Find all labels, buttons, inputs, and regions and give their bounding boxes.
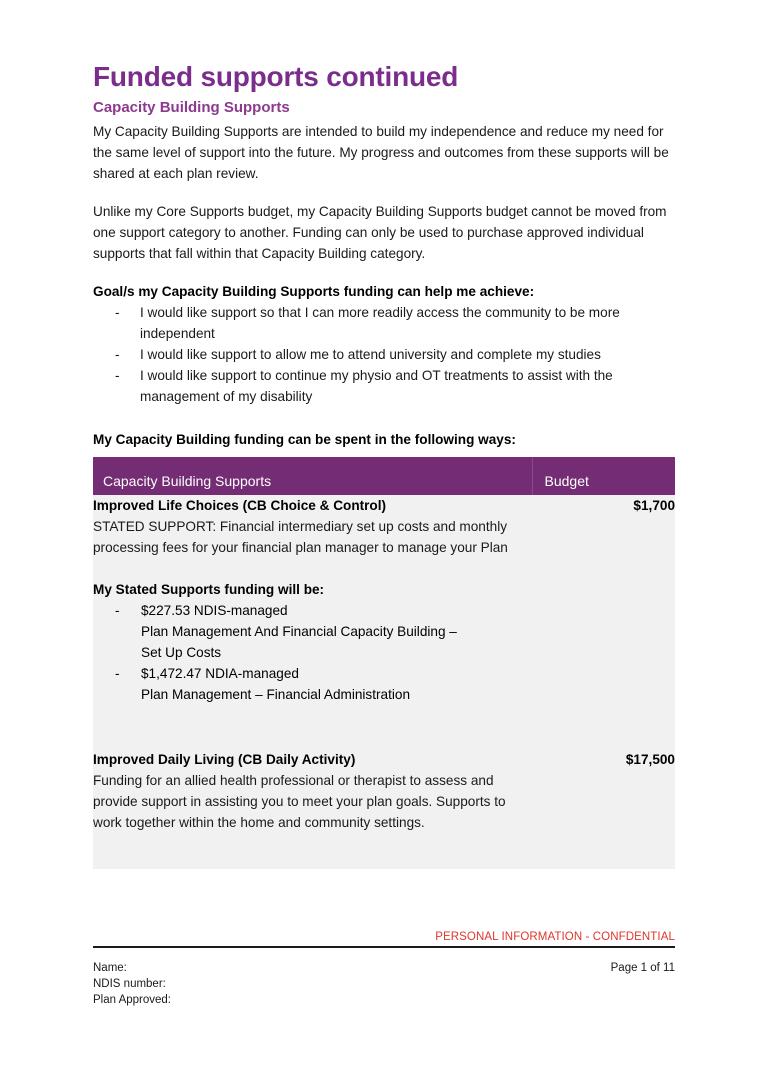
dash-bullet-icon: -: [115, 346, 120, 362]
goal-item: [93, 365, 675, 407]
row-support-cell: [93, 495, 532, 705]
confidential-notice: PERSONAL INFORMATION - CONFDENTIAL: [435, 931, 675, 943]
stated-support-item: [93, 600, 532, 663]
spend-ways-heading: My Capacity Building funding can be spent in the following ways:: [93, 431, 516, 447]
stated-supports-heading: My Stated Supports funding will be:: [93, 581, 325, 597]
stated-support-detail-line: Plan Management – Financial Administration: [141, 686, 411, 702]
table-body: [93, 495, 675, 869]
intro-paragraph: My Capacity Building Supports are intended to build my independence and reduce my need for the same level of support into the future. My progress and outcomes from these supports will be shared at each plan review.: [93, 123, 669, 181]
support-category-title: Improved Life Choices (CB Choice & Control): [93, 497, 387, 513]
table-tail-cell: [93, 833, 532, 869]
capacity-building-budget-table: [93, 457, 675, 869]
stated-supports-block: [93, 579, 532, 705]
goals-heading: Goal/s my Capacity Building Supports funding can help me achieve:: [93, 283, 535, 299]
row-budget-amount: $1,700: [532, 495, 675, 705]
table-tail-cell: [532, 833, 675, 869]
document-content: [93, 62, 675, 869]
table-header-row: [93, 457, 675, 495]
dash-bullet-icon: -: [115, 304, 120, 320]
stated-supports-list: [93, 600, 532, 705]
footer-identity-block: [93, 960, 171, 1008]
footer-columns: [93, 960, 675, 1008]
stated-support-detail-line: Plan Management And Financial Capacity Building –: [141, 623, 457, 639]
support-description: Funding for an allied health professional or therapist to assess and provide support in assisting you to meet your plan goals. Supports to work together within the home and community settings.: [93, 772, 506, 830]
table-row: [93, 749, 675, 833]
support-category-title: Improved Daily Living (CB Daily Activity): [93, 751, 356, 767]
dash-bullet-icon: -: [115, 665, 120, 681]
stated-support-detail-line: Set Up Costs: [141, 644, 222, 660]
page-title: Funded supports continued: [93, 61, 459, 92]
dash-bullet-icon: -: [115, 367, 120, 383]
footer-ndis-number-label: NDIS number:: [93, 978, 166, 990]
table-row-tail: [93, 833, 675, 869]
page-indicator: Page 1 of 11: [610, 962, 675, 974]
goal-item-text: I would like support to allow me to attend university and complete my studies: [140, 346, 601, 362]
goal-item-text: I would like support so that I can more readily access the community to be more independent: [140, 304, 620, 341]
table-row: [93, 495, 675, 705]
goal-item: [93, 344, 675, 365]
support-description: STATED SUPPORT: Financial intermediary set up costs and monthly processing fees for your financial plan manager to manage your Plan: [93, 518, 508, 555]
row-support-cell: [93, 749, 532, 833]
dash-bullet-icon: -: [115, 602, 120, 618]
goals-list: [93, 302, 675, 407]
column-header-budget: Budget: [532, 457, 675, 495]
column-header-supports: Capacity Building Supports: [93, 457, 532, 495]
goals-section: [93, 281, 675, 407]
table-header: [93, 457, 675, 495]
goal-item-text: I would like support to continue my physio and OT treatments to assist with the management of my disability: [140, 367, 613, 404]
footer-plan-approved-label: Plan Approved:: [93, 994, 172, 1006]
stated-support-amount: $227.53 NDIS-managed: [141, 602, 288, 618]
page-footer: [93, 930, 675, 1008]
stated-support-item: [93, 663, 532, 705]
section-subtitle: Capacity Building Supports: [93, 98, 290, 116]
footer-divider: [93, 946, 675, 948]
row-spacer-cell: [532, 705, 675, 749]
row-spacer-cell: [93, 705, 532, 749]
goal-item: [93, 302, 675, 344]
stated-support-amount: $1,472.47 NDIA-managed: [141, 665, 299, 681]
second-paragraph: Unlike my Core Supports budget, my Capacity Building Supports budget cannot be moved from one support category to another. Funding can only be used to purchase approved individual supports that fall within that Capacity Building category.: [93, 203, 667, 261]
row-budget-amount: $17,500: [532, 749, 675, 833]
table-row-spacer: [93, 705, 675, 749]
footer-name-label: Name:: [93, 962, 127, 974]
